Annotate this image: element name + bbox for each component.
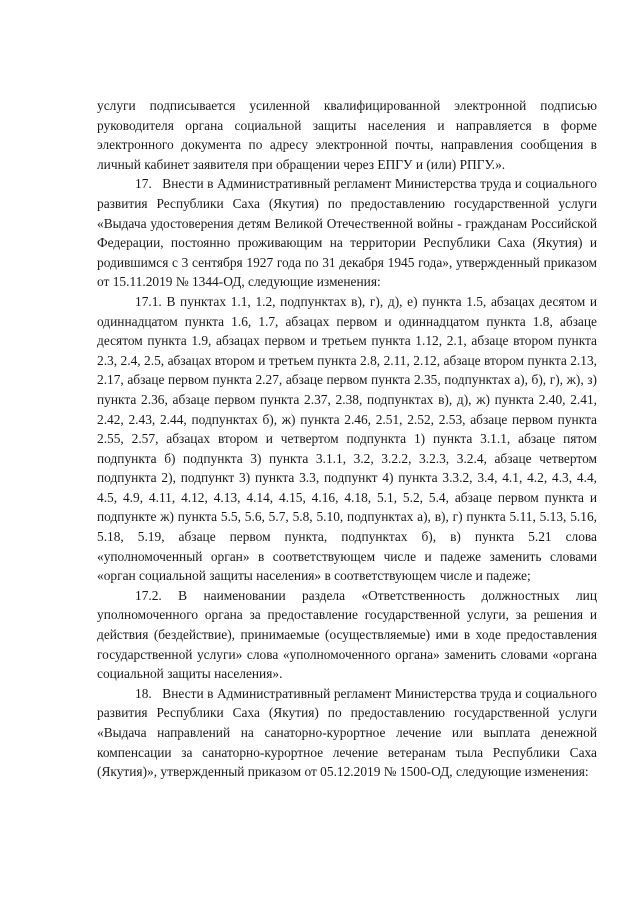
paragraph-1: услуги подписывается усиленной квалифицированной электронной подписью руководителя органа социальной защиты населения и направляется в форме электронного документа по адресу электронной почты, направления сообщения в личный кабинет заявителя при обращении через ЕПГУ и (или) РПГУ.».: [97, 98, 597, 172]
document-page: [97, 96, 597, 782]
paragraph-17: 17. Внести в Административный регламент Министерства труда и социального развития Республики Саха (Якутия) по предоставлению государственной услуги «Выдача удостоверения детям Великой Отечественной войны - гражданам Российской Федерации, постоянно проживающим на территории Республики Саха (Якутия) и родившимся с 3 сентября 1927 года по 31 декабря 1945 года», утвержденный приказом от 15.11.2019 № 1344-ОД, следующие изменения:: [97, 176, 597, 290]
paragraph-18: 18. Внести в Административный регламент Министерства труда и социального развития Республики Саха (Якутия) по предоставлению государственной услуги «Выдача направлений на санаторно-курортное лечение или выплата денежной компенсации за санаторно-курортное лечение ветеранам тыла Республики Саха (Якутия)», утвержденный приказом от 05.12.2019 № 1500-ОД, следующие изменения:: [97, 685, 597, 780]
paragraph-17-2: 17.2. В наименовании раздела «Ответственность должностных лиц уполномоченного органа за предоставление государственной услуги, за решения и действия (бездействие), принимаемые (осуществляемые) ими в ходе предоставления государственной услуги» слова «уполномоченного органа» заменить словами «органа социальной защиты населения».: [97, 587, 597, 682]
paragraph-17-1: 17.1. В пунктах 1.1, 1.2, подпунктах в), г), д), е) пункта 1.5, абзацах десятом и одиннадцатом пункта 1.6, 1.7, абзацах первом и одиннадцатом пункта 1.8, абзаце десятом пункта 1.9, абзацах первом и третьем пункта 1.12, 2.1, абзаце втором пункта 2.3, 2.4, 2.5, абзацах втором и третьем пункта 2.8, 2.11, 2.12, абзаце втором пункта 2.13, 2.17, абзаце первом пункта 2.27, абзаце первом пункта 2.35, подпунктах а), б), г), ж), з) пункта 2.36, абзаце первом пункта 2.37, 2.38, подпунктах в), д), ж) пункта 2.40, 2.41, 2.42, 2.43, 2.44, подпунктах б), ж) пункта 2.46, 2.51, 2.52, 2.53, абзаце первом пункта 2.55, 2.57, абзацах втором и четвертом подпункта 1) пункта 3.1.1, абзаце пятом подпункта б) подпункта 3) пункта 3.1.1, 3.2, 3.2.2, 3.2.3, 3.2.4, абзаце четвертом подпункта 2), подпункт 3) пункта 3.3, подпункт 4) пункта 3.3.2, 3.4, 4.1, 4.2, 4.3, 4.4, 4.5, 4.9, 4.11, 4.12, 4.13, 4.14, 4.15, 4.16, 4.18, 5.1, 5.2, 5.4, абзаце первом пункта и подпункте ж) пункта 5.5, 5.6, 5.7, 5.8, 5.10, подпунктах а), в), г) пункта 5.11, 5.13, 5.16, 5.18, 5.19, абзаце первом пункта, подпунктах б), в) пункта 5.21 слова «уполномоченный орган» в соответствующем числе и падеже заменить словами «орган социальной защиты населения» в соответствующем числе и падеже;: [97, 293, 597, 584]
